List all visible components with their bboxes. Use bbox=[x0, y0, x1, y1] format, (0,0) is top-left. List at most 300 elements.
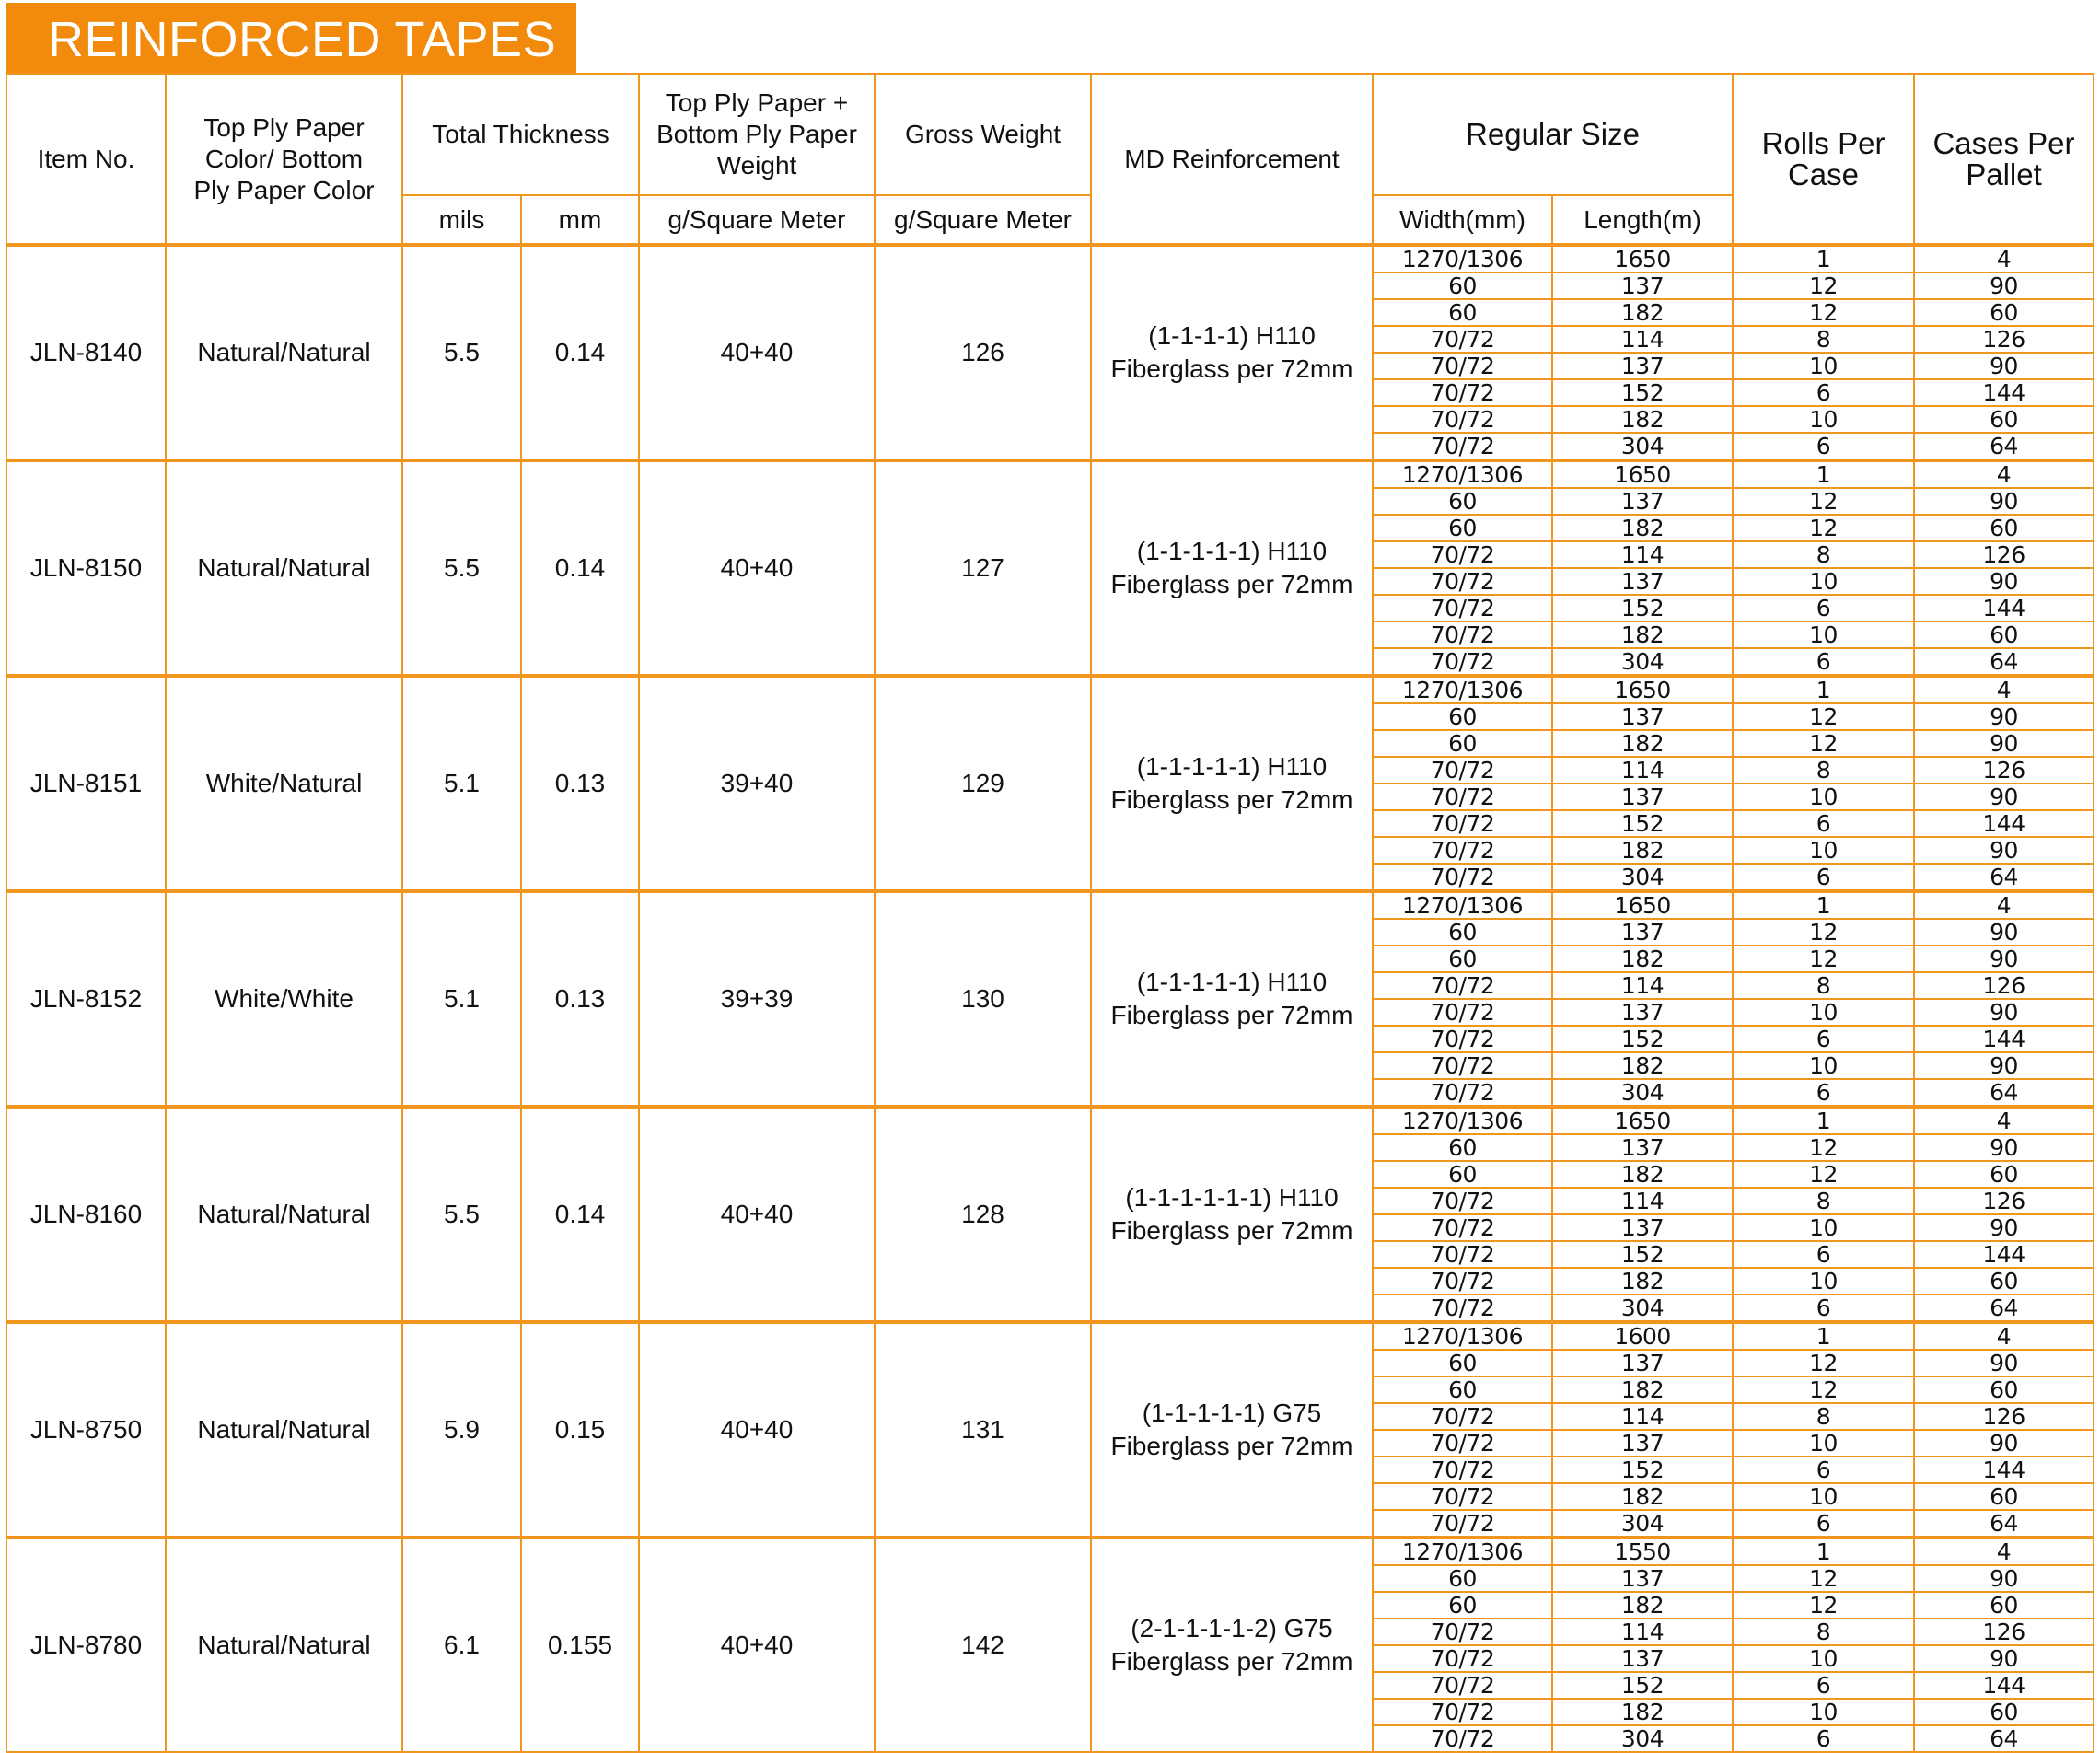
rolls-per-case-cell: 10 bbox=[1733, 1430, 1914, 1457]
length-cell: 137 bbox=[1552, 1565, 1733, 1592]
width-cell: 70/72 bbox=[1373, 568, 1552, 595]
md-reinforcement-cell bbox=[1091, 460, 1373, 676]
cases-per-pallet-cell: 90 bbox=[1914, 1052, 2094, 1079]
cases-per-pallet-cell: 126 bbox=[1914, 1188, 2094, 1214]
width-cell: 60 bbox=[1373, 703, 1552, 730]
cases-per-pallet-cell: 60 bbox=[1914, 1483, 2094, 1510]
width-cell: 70/72 bbox=[1373, 810, 1552, 837]
cases-per-pallet-cell: 144 bbox=[1914, 1672, 2094, 1699]
cases-per-pallet-cell: 64 bbox=[1914, 648, 2094, 676]
md-reinforcement-pattern: (1-1-1-1-1) H110 bbox=[1136, 752, 1328, 781]
md-reinforcement-pattern: (1-1-1-1-1) G75 bbox=[1142, 1399, 1322, 1427]
cases-per-pallet-cell: 144 bbox=[1914, 595, 2094, 621]
header-item-no: Item No. bbox=[6, 74, 166, 245]
length-cell: 182 bbox=[1552, 1052, 1733, 1079]
ply-weight-cell: 40+40 bbox=[639, 1538, 875, 1752]
rolls-per-case-cell: 1 bbox=[1733, 245, 1914, 273]
cases-per-pallet-cell: 64 bbox=[1914, 1294, 2094, 1322]
rolls-per-case-cell: 12 bbox=[1733, 1134, 1914, 1161]
cases-per-pallet-cell: 60 bbox=[1914, 406, 2094, 433]
header-paper-color: Top Ply Paper Color/ Bottom Ply Paper Color bbox=[166, 74, 402, 245]
rolls-per-case-cell: 12 bbox=[1733, 730, 1914, 757]
rolls-per-case-cell: 10 bbox=[1733, 837, 1914, 864]
width-cell: 1270/1306 bbox=[1373, 1322, 1552, 1350]
width-cell: 70/72 bbox=[1373, 1510, 1552, 1538]
width-cell: 70/72 bbox=[1373, 1430, 1552, 1457]
width-cell: 70/72 bbox=[1373, 1268, 1552, 1294]
rolls-per-case-cell: 10 bbox=[1733, 1645, 1914, 1672]
cases-per-pallet-cell: 4 bbox=[1914, 245, 2094, 273]
width-cell: 70/72 bbox=[1373, 1294, 1552, 1322]
rolls-per-case-cell: 8 bbox=[1733, 1403, 1914, 1430]
length-cell: 304 bbox=[1552, 864, 1733, 891]
width-cell: 70/72 bbox=[1373, 1188, 1552, 1214]
rolls-per-case-cell: 6 bbox=[1733, 1294, 1914, 1322]
width-cell: 70/72 bbox=[1373, 1645, 1552, 1672]
thickness-mm-cell: 0.14 bbox=[521, 460, 639, 676]
width-cell: 60 bbox=[1373, 919, 1552, 946]
width-cell: 70/72 bbox=[1373, 648, 1552, 676]
item-no-cell: JLN-8780 bbox=[6, 1538, 166, 1752]
ply-weight-cell: 40+40 bbox=[639, 245, 875, 460]
cases-per-pallet-cell: 144 bbox=[1914, 1457, 2094, 1483]
cases-per-pallet-cell: 60 bbox=[1914, 1161, 2094, 1188]
item-no-cell: JLN-8750 bbox=[6, 1322, 166, 1538]
width-cell: 70/72 bbox=[1373, 864, 1552, 891]
cases-per-pallet-cell: 60 bbox=[1914, 621, 2094, 648]
cases-per-pallet-cell: 144 bbox=[1914, 379, 2094, 406]
width-cell: 70/72 bbox=[1373, 433, 1552, 460]
cases-per-pallet-cell: 126 bbox=[1914, 972, 2094, 999]
thickness-mils-cell: 5.9 bbox=[402, 1322, 521, 1538]
width-cell: 1270/1306 bbox=[1373, 1107, 1552, 1134]
cases-per-pallet-cell: 90 bbox=[1914, 1134, 2094, 1161]
width-cell: 60 bbox=[1373, 1592, 1552, 1619]
length-cell: 1550 bbox=[1552, 1538, 1733, 1565]
cases-per-pallet-cell: 64 bbox=[1914, 1079, 2094, 1107]
rolls-per-case-cell: 1 bbox=[1733, 891, 1914, 919]
cases-per-pallet-cell: 90 bbox=[1914, 353, 2094, 379]
cases-per-pallet-cell: 126 bbox=[1914, 757, 2094, 784]
rolls-per-case-cell: 8 bbox=[1733, 326, 1914, 353]
width-cell: 70/72 bbox=[1373, 1052, 1552, 1079]
paper-color-cell: Natural/Natural bbox=[166, 1322, 402, 1538]
rolls-per-case-cell: 12 bbox=[1733, 488, 1914, 515]
rolls-per-case-cell: 8 bbox=[1733, 1619, 1914, 1645]
cases-per-pallet-cell: 64 bbox=[1914, 433, 2094, 460]
gross-weight-cell: 129 bbox=[875, 676, 1091, 891]
length-cell: 1650 bbox=[1552, 676, 1733, 703]
rolls-per-case-cell: 12 bbox=[1733, 1376, 1914, 1403]
md-reinforcement-pattern: (2-1-1-1-1-2) G75 bbox=[1131, 1614, 1333, 1643]
length-cell: 114 bbox=[1552, 1188, 1733, 1214]
cases-per-pallet-cell: 4 bbox=[1914, 1107, 2094, 1134]
cases-per-pallet-cell: 60 bbox=[1914, 299, 2094, 326]
cases-per-pallet-cell: 90 bbox=[1914, 784, 2094, 810]
md-reinforcement-desc: Fiberglass per 72mm bbox=[1110, 1001, 1353, 1029]
header-width: Width(mm) bbox=[1373, 195, 1552, 245]
md-reinforcement-pattern: (1-1-1-1-1-1) H110 bbox=[1125, 1183, 1339, 1212]
cases-per-pallet-cell: 90 bbox=[1914, 837, 2094, 864]
header-ply-weight-unit: g/Square Meter bbox=[639, 195, 875, 245]
length-cell: 182 bbox=[1552, 1161, 1733, 1188]
rolls-per-case-cell: 10 bbox=[1733, 999, 1914, 1026]
rolls-per-case-cell: 6 bbox=[1733, 1510, 1914, 1538]
rolls-per-case-cell: 12 bbox=[1733, 1350, 1914, 1376]
width-cell: 1270/1306 bbox=[1373, 891, 1552, 919]
cases-per-pallet-cell: 90 bbox=[1914, 946, 2094, 972]
rolls-per-case-cell: 8 bbox=[1733, 1188, 1914, 1214]
rolls-per-case-cell: 10 bbox=[1733, 406, 1914, 433]
width-cell: 60 bbox=[1373, 730, 1552, 757]
gross-weight-cell: 126 bbox=[875, 245, 1091, 460]
width-cell: 70/72 bbox=[1373, 541, 1552, 568]
rolls-per-case-cell: 1 bbox=[1733, 1107, 1914, 1134]
md-reinforcement-cell bbox=[1091, 1107, 1373, 1322]
gross-weight-cell: 131 bbox=[875, 1322, 1091, 1538]
rolls-per-case-cell: 12 bbox=[1733, 703, 1914, 730]
length-cell: 114 bbox=[1552, 972, 1733, 999]
cases-per-pallet-cell: 60 bbox=[1914, 1592, 2094, 1619]
length-cell: 137 bbox=[1552, 999, 1733, 1026]
length-cell: 137 bbox=[1552, 1214, 1733, 1241]
thickness-mm-cell: 0.155 bbox=[521, 1538, 639, 1752]
width-cell: 1270/1306 bbox=[1373, 1538, 1552, 1565]
md-reinforcement-cell bbox=[1091, 1322, 1373, 1538]
cases-per-pallet-cell: 90 bbox=[1914, 568, 2094, 595]
thickness-mm-cell: 0.13 bbox=[521, 676, 639, 891]
md-reinforcement-desc: Fiberglass per 72mm bbox=[1110, 1216, 1353, 1245]
width-cell: 70/72 bbox=[1373, 757, 1552, 784]
rolls-per-case-cell: 10 bbox=[1733, 353, 1914, 379]
md-reinforcement-desc: Fiberglass per 72mm bbox=[1110, 785, 1353, 814]
rolls-per-case-cell: 1 bbox=[1733, 1322, 1914, 1350]
length-cell: 1650 bbox=[1552, 245, 1733, 273]
item-no-cell: JLN-8140 bbox=[6, 245, 166, 460]
length-cell: 137 bbox=[1552, 1134, 1733, 1161]
rolls-per-case-cell: 12 bbox=[1733, 919, 1914, 946]
width-cell: 60 bbox=[1373, 1134, 1552, 1161]
cases-per-pallet-cell: 90 bbox=[1914, 1214, 2094, 1241]
paper-color-cell: White/White bbox=[166, 891, 402, 1107]
header-gross-weight: Gross Weight bbox=[875, 74, 1091, 195]
cases-per-pallet-cell: 4 bbox=[1914, 891, 2094, 919]
paper-color-cell: Natural/Natural bbox=[166, 1538, 402, 1752]
rolls-per-case-cell: 6 bbox=[1733, 1026, 1914, 1052]
length-cell: 152 bbox=[1552, 595, 1733, 621]
length-cell: 152 bbox=[1552, 1672, 1733, 1699]
md-reinforcement-desc: Fiberglass per 72mm bbox=[1110, 354, 1353, 383]
width-cell: 60 bbox=[1373, 273, 1552, 299]
width-cell: 1270/1306 bbox=[1373, 676, 1552, 703]
md-reinforcement-desc: Fiberglass per 72mm bbox=[1110, 1647, 1353, 1676]
length-cell: 1650 bbox=[1552, 891, 1733, 919]
length-cell: 114 bbox=[1552, 757, 1733, 784]
rolls-per-case-cell: 10 bbox=[1733, 1268, 1914, 1294]
length-cell: 304 bbox=[1552, 1294, 1733, 1322]
length-cell: 137 bbox=[1552, 353, 1733, 379]
table-row bbox=[6, 676, 2094, 703]
width-cell: 70/72 bbox=[1373, 353, 1552, 379]
table-row bbox=[6, 460, 2094, 488]
cases-per-pallet-cell: 90 bbox=[1914, 1645, 2094, 1672]
cases-per-pallet-cell: 144 bbox=[1914, 1241, 2094, 1268]
length-cell: 304 bbox=[1552, 1510, 1733, 1538]
table-body bbox=[6, 245, 2094, 1752]
cases-per-pallet-cell: 64 bbox=[1914, 1725, 2094, 1752]
length-cell: 182 bbox=[1552, 837, 1733, 864]
ply-weight-cell: 40+40 bbox=[639, 1322, 875, 1538]
gross-weight-cell: 142 bbox=[875, 1538, 1091, 1752]
rolls-per-case-cell: 10 bbox=[1733, 784, 1914, 810]
header-ply-weight: Top Ply Paper + Bottom Ply Paper Weight bbox=[639, 74, 875, 195]
cases-per-pallet-cell: 90 bbox=[1914, 730, 2094, 757]
length-cell: 114 bbox=[1552, 1619, 1733, 1645]
cases-per-pallet-cell: 64 bbox=[1914, 864, 2094, 891]
width-cell: 70/72 bbox=[1373, 972, 1552, 999]
thickness-mils-cell: 5.1 bbox=[402, 676, 521, 891]
width-cell: 70/72 bbox=[1373, 1619, 1552, 1645]
md-reinforcement-desc: Fiberglass per 72mm bbox=[1110, 1432, 1353, 1460]
table-row bbox=[6, 245, 2094, 273]
header-gross-weight-unit: g/Square Meter bbox=[875, 195, 1091, 245]
ply-weight-cell: 40+40 bbox=[639, 1107, 875, 1322]
md-reinforcement-pattern: (1-1-1-1-1) H110 bbox=[1136, 537, 1328, 565]
width-cell: 60 bbox=[1373, 1161, 1552, 1188]
length-cell: 1650 bbox=[1552, 460, 1733, 488]
width-cell: 1270/1306 bbox=[1373, 460, 1552, 488]
item-no-cell: JLN-8152 bbox=[6, 891, 166, 1107]
cases-per-pallet-cell: 60 bbox=[1914, 515, 2094, 541]
rolls-per-case-cell: 6 bbox=[1733, 379, 1914, 406]
length-cell: 114 bbox=[1552, 1403, 1733, 1430]
cases-per-pallet-cell: 60 bbox=[1914, 1699, 2094, 1725]
cases-per-pallet-cell: 60 bbox=[1914, 1268, 2094, 1294]
cases-per-pallet-cell: 144 bbox=[1914, 1026, 2094, 1052]
width-cell: 70/72 bbox=[1373, 621, 1552, 648]
cases-per-pallet-cell: 90 bbox=[1914, 1430, 2094, 1457]
paper-color-cell: Natural/Natural bbox=[166, 1107, 402, 1322]
width-cell: 70/72 bbox=[1373, 1079, 1552, 1107]
length-cell: 182 bbox=[1552, 406, 1733, 433]
width-cell: 60 bbox=[1373, 946, 1552, 972]
length-cell: 137 bbox=[1552, 1350, 1733, 1376]
table-row bbox=[6, 1107, 2094, 1134]
ply-weight-cell: 39+40 bbox=[639, 676, 875, 891]
rolls-per-case-cell: 6 bbox=[1733, 1241, 1914, 1268]
length-cell: 182 bbox=[1552, 1699, 1733, 1725]
header-total-thickness: Total Thickness bbox=[402, 74, 639, 195]
cases-per-pallet-cell: 90 bbox=[1914, 1350, 2094, 1376]
table-row bbox=[6, 1322, 2094, 1350]
rolls-per-case-cell: 6 bbox=[1733, 433, 1914, 460]
width-cell: 70/72 bbox=[1373, 1026, 1552, 1052]
width-cell: 60 bbox=[1373, 515, 1552, 541]
length-cell: 304 bbox=[1552, 648, 1733, 676]
md-reinforcement-desc: Fiberglass per 72mm bbox=[1110, 570, 1353, 598]
width-cell: 70/72 bbox=[1373, 1457, 1552, 1483]
rolls-per-case-cell: 6 bbox=[1733, 1672, 1914, 1699]
header-mm: mm bbox=[521, 195, 639, 245]
length-cell: 152 bbox=[1552, 1241, 1733, 1268]
item-no-cell: JLN-8151 bbox=[6, 676, 166, 891]
width-cell: 70/72 bbox=[1373, 1483, 1552, 1510]
rolls-per-case-cell: 6 bbox=[1733, 864, 1914, 891]
gross-weight-cell: 127 bbox=[875, 460, 1091, 676]
length-cell: 182 bbox=[1552, 515, 1733, 541]
thickness-mils-cell: 5.1 bbox=[402, 891, 521, 1107]
width-cell: 70/72 bbox=[1373, 1699, 1552, 1725]
rolls-per-case-cell: 10 bbox=[1733, 1483, 1914, 1510]
thickness-mm-cell: 0.13 bbox=[521, 891, 639, 1107]
cases-per-pallet-cell: 126 bbox=[1914, 541, 2094, 568]
md-reinforcement-cell bbox=[1091, 245, 1373, 460]
rolls-per-case-cell: 6 bbox=[1733, 648, 1914, 676]
length-cell: 182 bbox=[1552, 299, 1733, 326]
gross-weight-cell: 128 bbox=[875, 1107, 1091, 1322]
cases-per-pallet-cell: 144 bbox=[1914, 810, 2094, 837]
width-cell: 70/72 bbox=[1373, 784, 1552, 810]
header-cases-per-pallet: Cases Per Pallet bbox=[1914, 74, 2094, 245]
length-cell: 152 bbox=[1552, 1457, 1733, 1483]
length-cell: 137 bbox=[1552, 784, 1733, 810]
md-reinforcement-cell bbox=[1091, 676, 1373, 891]
width-cell: 70/72 bbox=[1373, 595, 1552, 621]
width-cell: 70/72 bbox=[1373, 406, 1552, 433]
length-cell: 137 bbox=[1552, 273, 1733, 299]
width-cell: 60 bbox=[1373, 1350, 1552, 1376]
thickness-mils-cell: 5.5 bbox=[402, 460, 521, 676]
paper-color-cell: Natural/Natural bbox=[166, 460, 402, 676]
md-reinforcement-pattern: (1-1-1-1-1) H110 bbox=[1136, 968, 1328, 996]
length-cell: 137 bbox=[1552, 1430, 1733, 1457]
length-cell: 304 bbox=[1552, 1725, 1733, 1752]
length-cell: 304 bbox=[1552, 1079, 1733, 1107]
length-cell: 137 bbox=[1552, 1645, 1733, 1672]
rolls-per-case-cell: 12 bbox=[1733, 946, 1914, 972]
md-reinforcement-cell bbox=[1091, 1538, 1373, 1752]
cases-per-pallet-cell: 126 bbox=[1914, 1619, 2094, 1645]
rolls-per-case-cell: 6 bbox=[1733, 1079, 1914, 1107]
reinforced-tapes-table bbox=[6, 73, 2094, 1753]
cases-per-pallet-cell: 90 bbox=[1914, 1565, 2094, 1592]
width-cell: 70/72 bbox=[1373, 837, 1552, 864]
header-rolls-per-case: Rolls Per Case bbox=[1733, 74, 1914, 245]
length-cell: 152 bbox=[1552, 379, 1733, 406]
rolls-per-case-cell: 10 bbox=[1733, 1052, 1914, 1079]
rolls-per-case-cell: 1 bbox=[1733, 460, 1914, 488]
cases-per-pallet-cell: 126 bbox=[1914, 326, 2094, 353]
rolls-per-case-cell: 12 bbox=[1733, 1161, 1914, 1188]
width-cell: 60 bbox=[1373, 488, 1552, 515]
cases-per-pallet-cell: 4 bbox=[1914, 1322, 2094, 1350]
length-cell: 1600 bbox=[1552, 1322, 1733, 1350]
length-cell: 114 bbox=[1552, 541, 1733, 568]
width-cell: 70/72 bbox=[1373, 999, 1552, 1026]
table-row bbox=[6, 1538, 2094, 1565]
item-no-cell: JLN-8150 bbox=[6, 460, 166, 676]
rolls-per-case-cell: 1 bbox=[1733, 1538, 1914, 1565]
width-cell: 70/72 bbox=[1373, 1241, 1552, 1268]
ply-weight-cell: 39+39 bbox=[639, 891, 875, 1107]
width-cell: 70/72 bbox=[1373, 326, 1552, 353]
rolls-per-case-cell: 6 bbox=[1733, 595, 1914, 621]
md-reinforcement-pattern: (1-1-1-1) H110 bbox=[1148, 321, 1316, 350]
rolls-per-case-cell: 6 bbox=[1733, 810, 1914, 837]
rolls-per-case-cell: 12 bbox=[1733, 1565, 1914, 1592]
rolls-per-case-cell: 12 bbox=[1733, 1592, 1914, 1619]
width-cell: 60 bbox=[1373, 1565, 1552, 1592]
rolls-per-case-cell: 8 bbox=[1733, 972, 1914, 999]
rolls-per-case-cell: 12 bbox=[1733, 273, 1914, 299]
cases-per-pallet-cell: 90 bbox=[1914, 273, 2094, 299]
length-cell: 182 bbox=[1552, 730, 1733, 757]
cases-per-pallet-cell: 4 bbox=[1914, 1538, 2094, 1565]
rolls-per-case-cell: 10 bbox=[1733, 621, 1914, 648]
thickness-mils-cell: 5.5 bbox=[402, 1107, 521, 1322]
rolls-per-case-cell: 10 bbox=[1733, 1699, 1914, 1725]
length-cell: 304 bbox=[1552, 433, 1733, 460]
width-cell: 70/72 bbox=[1373, 1672, 1552, 1699]
length-cell: 182 bbox=[1552, 1483, 1733, 1510]
width-cell: 70/72 bbox=[1373, 1725, 1552, 1752]
cases-per-pallet-cell: 126 bbox=[1914, 1403, 2094, 1430]
length-cell: 137 bbox=[1552, 488, 1733, 515]
length-cell: 114 bbox=[1552, 326, 1733, 353]
length-cell: 152 bbox=[1552, 1026, 1733, 1052]
header-length: Length(m) bbox=[1552, 195, 1733, 245]
length-cell: 182 bbox=[1552, 1592, 1733, 1619]
thickness-mm-cell: 0.15 bbox=[521, 1322, 639, 1538]
width-cell: 60 bbox=[1373, 1376, 1552, 1403]
cases-per-pallet-cell: 90 bbox=[1914, 488, 2094, 515]
thickness-mm-cell: 0.14 bbox=[521, 245, 639, 460]
length-cell: 152 bbox=[1552, 810, 1733, 837]
paper-color-cell: White/Natural bbox=[166, 676, 402, 891]
cases-per-pallet-cell: 64 bbox=[1914, 1510, 2094, 1538]
ply-weight-cell: 40+40 bbox=[639, 460, 875, 676]
rolls-per-case-cell: 12 bbox=[1733, 515, 1914, 541]
gross-weight-cell: 130 bbox=[875, 891, 1091, 1107]
width-cell: 70/72 bbox=[1373, 1214, 1552, 1241]
header-md-reinforcement: MD Reinforcement bbox=[1091, 74, 1373, 245]
rolls-per-case-cell: 10 bbox=[1733, 568, 1914, 595]
width-cell: 70/72 bbox=[1373, 1403, 1552, 1430]
md-reinforcement-cell bbox=[1091, 891, 1373, 1107]
page-title: REINFORCED TAPES bbox=[6, 3, 576, 73]
header-mils: mils bbox=[402, 195, 521, 245]
cases-per-pallet-cell: 90 bbox=[1914, 999, 2094, 1026]
thickness-mils-cell: 5.5 bbox=[402, 245, 521, 460]
length-cell: 137 bbox=[1552, 568, 1733, 595]
cases-per-pallet-cell: 60 bbox=[1914, 1376, 2094, 1403]
paper-color-cell: Natural/Natural bbox=[166, 245, 402, 460]
length-cell: 182 bbox=[1552, 1376, 1733, 1403]
cases-per-pallet-cell: 90 bbox=[1914, 919, 2094, 946]
rolls-per-case-cell: 1 bbox=[1733, 676, 1914, 703]
thickness-mils-cell: 6.1 bbox=[402, 1538, 521, 1752]
length-cell: 137 bbox=[1552, 919, 1733, 946]
rolls-per-case-cell: 6 bbox=[1733, 1725, 1914, 1752]
rolls-per-case-cell: 6 bbox=[1733, 1457, 1914, 1483]
length-cell: 182 bbox=[1552, 946, 1733, 972]
length-cell: 182 bbox=[1552, 1268, 1733, 1294]
cases-per-pallet-cell: 4 bbox=[1914, 676, 2094, 703]
cases-per-pallet-cell: 90 bbox=[1914, 703, 2094, 730]
rolls-per-case-cell: 8 bbox=[1733, 541, 1914, 568]
length-cell: 182 bbox=[1552, 621, 1733, 648]
width-cell: 60 bbox=[1373, 299, 1552, 326]
